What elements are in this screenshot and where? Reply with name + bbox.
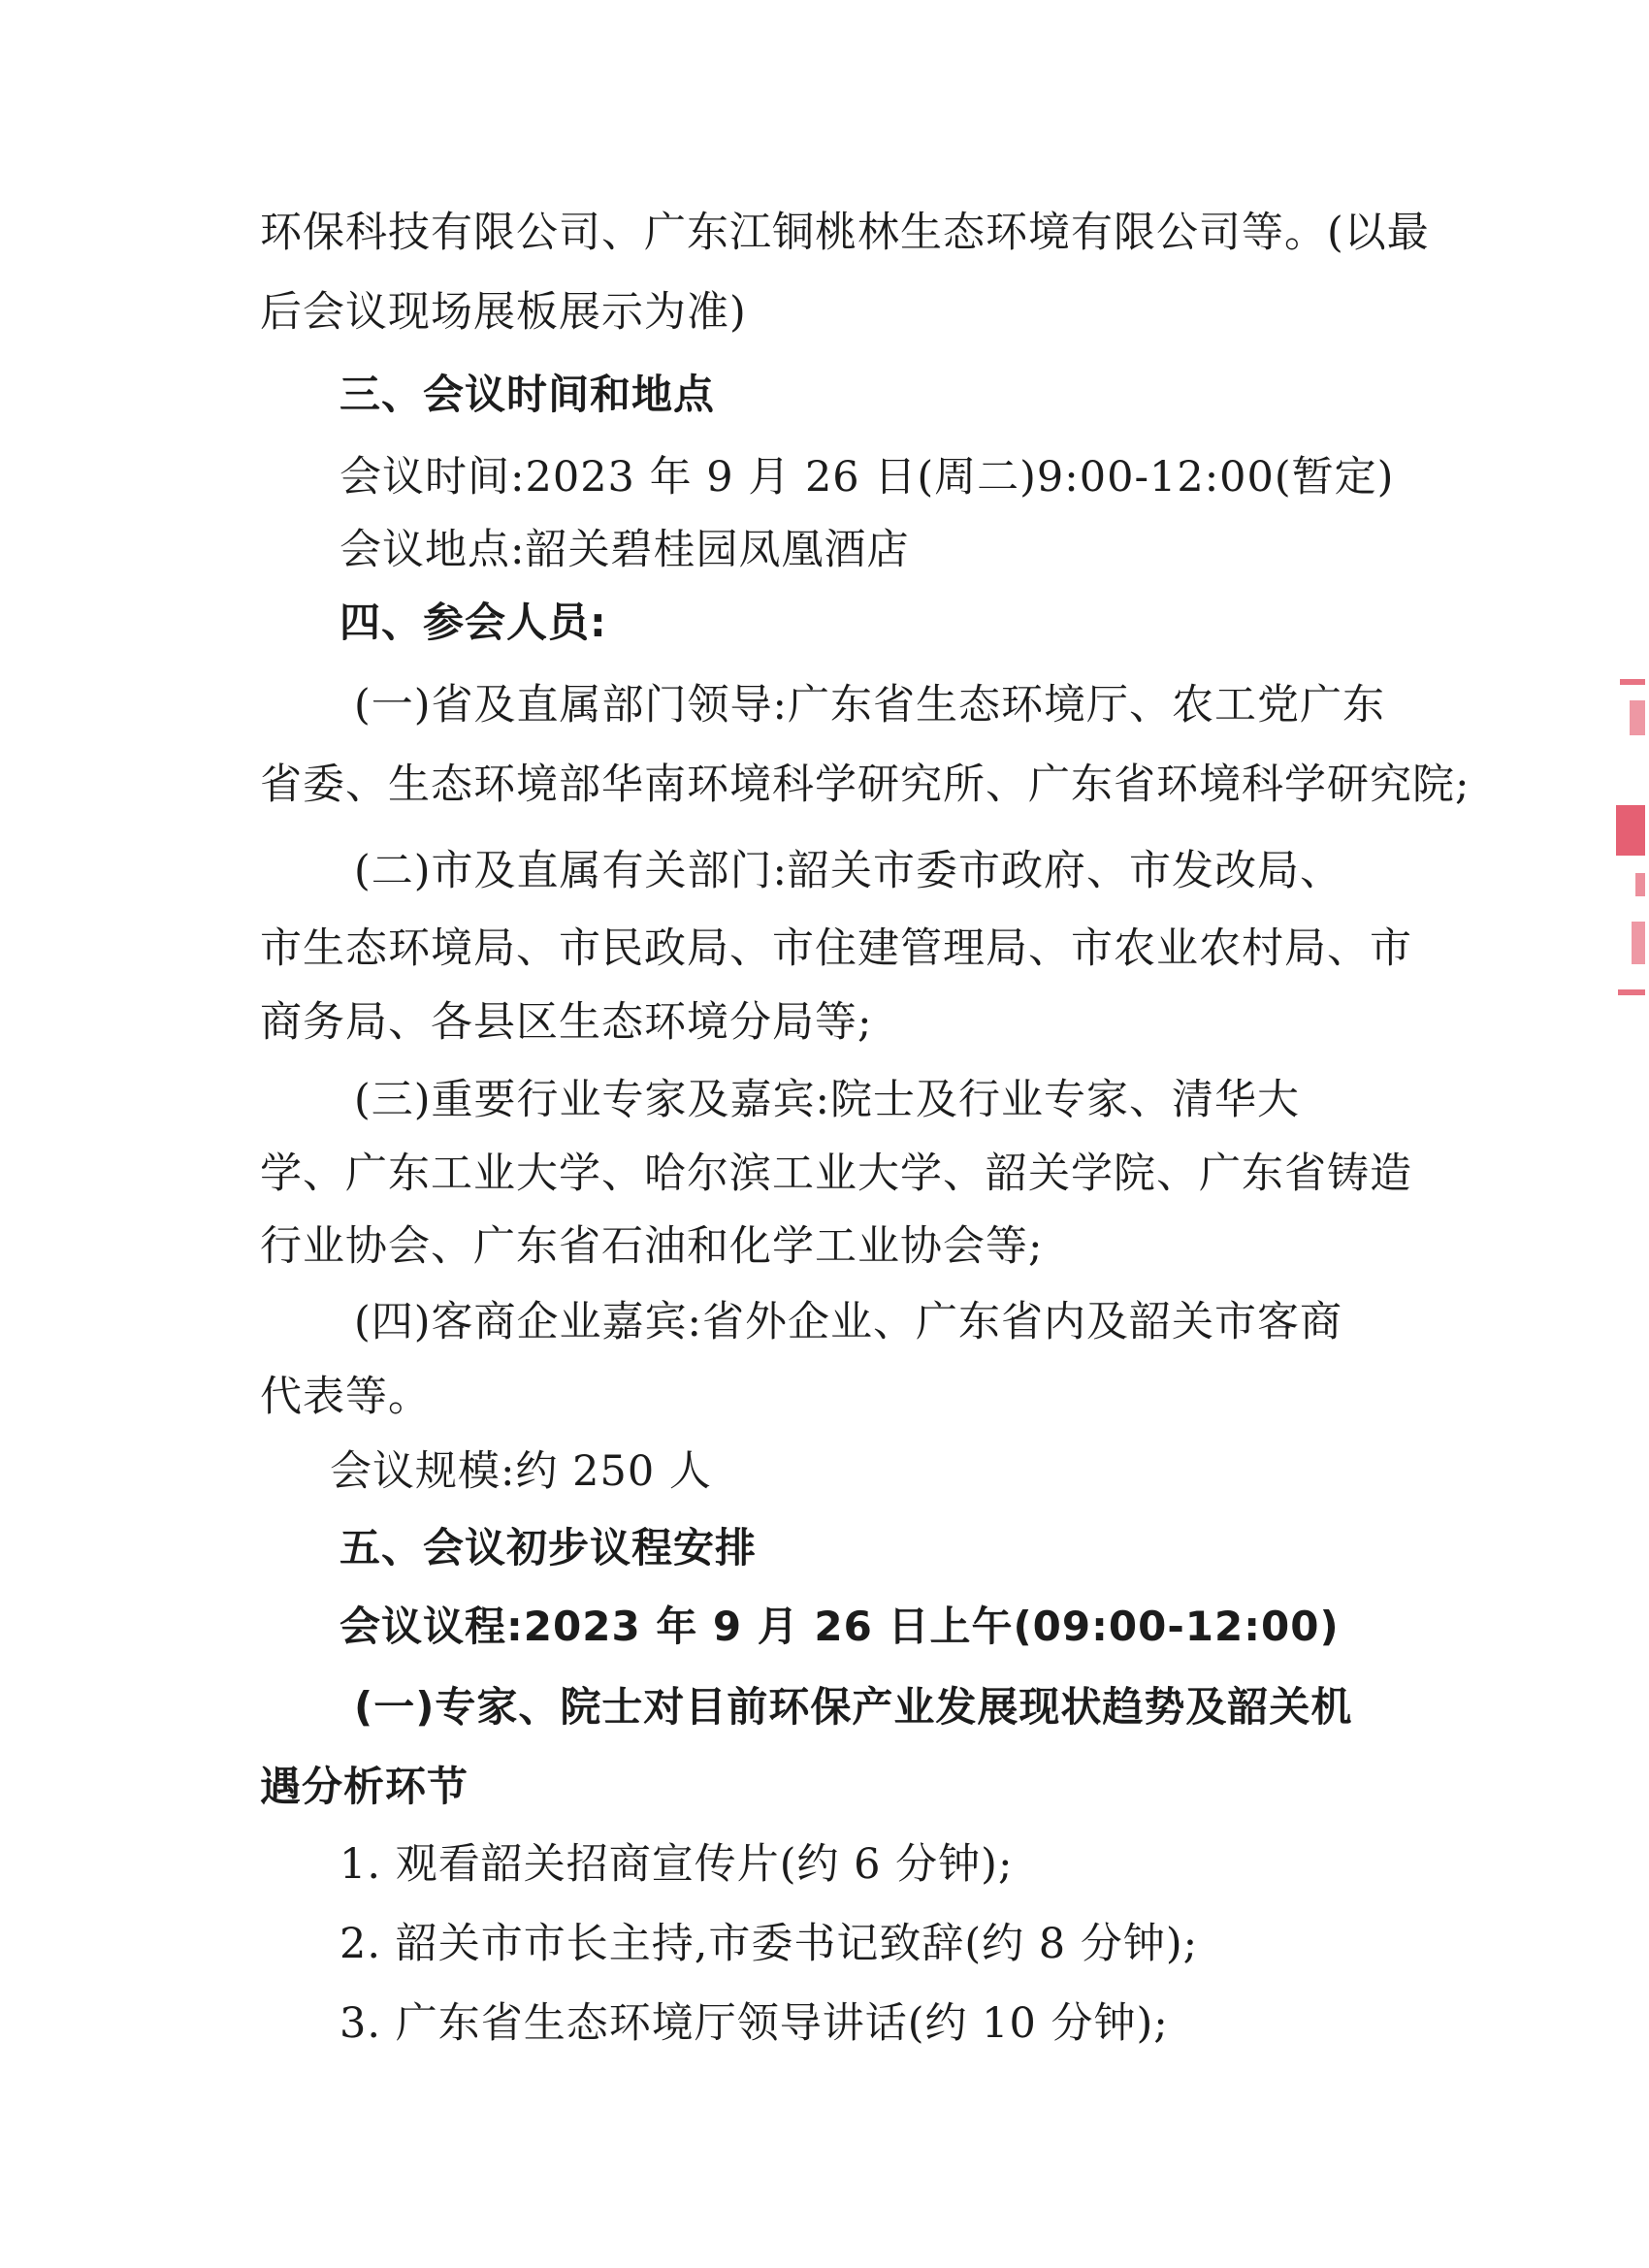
section-heading-attendees: 四、参会人员:	[340, 599, 607, 646]
paragraph-line: 环保科技有限公司、广东江铜桃林生态环境有限公司等。(以最	[260, 209, 1430, 257]
paragraph-line: 后会议现场展板展示为准)	[260, 288, 747, 337]
paragraph-line: 省委、生态环境部华南环境科学研究所、广东省环境科学研究院;	[260, 761, 1471, 809]
paragraph-line: (二)市及直属有关部门:韶关市委市政府、市发改局、	[354, 847, 1343, 895]
meeting-scale: 会议规模:约 250 人	[330, 1447, 712, 1496]
paragraph-line: 商务局、各县区生态环境分局等;	[260, 998, 873, 1047]
meeting-time: 会议时间:2023 年 9 月 26 日(周二)9:00-12:00(暂定)	[340, 453, 1395, 502]
section-heading-agenda: 五、会议初步议程安排	[340, 1524, 758, 1571]
paragraph-line: (三)重要行业专家及嘉宾:院士及行业专家、清华大	[354, 1076, 1301, 1124]
agenda-item: 3. 广东省生态环境厅领导讲话(约 10 分钟);	[340, 1999, 1169, 2048]
section-heading-time-location: 三、会议时间和地点	[340, 371, 716, 418]
agenda-part-one-title: (一)专家、院士对目前环保产业发展现状趋势及韶关机	[354, 1683, 1353, 1731]
meeting-location: 会议地点:韶关碧桂园凤凰酒店	[340, 526, 910, 574]
paragraph-line: 市生态环境局、市民政局、市住建管理局、市农业农村局、市	[260, 924, 1412, 973]
agenda-part-one-title-cont: 遇分析环节	[260, 1763, 469, 1810]
paragraph-line: 代表等。	[260, 1373, 431, 1421]
seal-stamp-edge	[1604, 679, 1649, 1009]
paragraph-line: (一)省及直属部门领导:广东省生态环境厅、农工党广东	[354, 681, 1386, 729]
agenda-date: 会议议程:2023 年 9 月 26 日上午(09:00-12:00)	[340, 1603, 1340, 1650]
agenda-item: 2. 韶关市市长主持,市委书记致辞(约 8 分钟);	[340, 1920, 1199, 1968]
paragraph-line: 行业协会、广东省石油和化学工业协会等;	[260, 1222, 1044, 1271]
agenda-item: 1. 观看韶关招商宣传片(约 6 分钟);	[340, 1840, 1014, 1889]
paragraph-line: 学、广东工业大学、哈尔滨工业大学、韶关学院、广东省铸造	[260, 1150, 1412, 1198]
paragraph-line: (四)客商企业嘉宾:省外企业、广东省内及韶关市客商	[354, 1298, 1343, 1346]
